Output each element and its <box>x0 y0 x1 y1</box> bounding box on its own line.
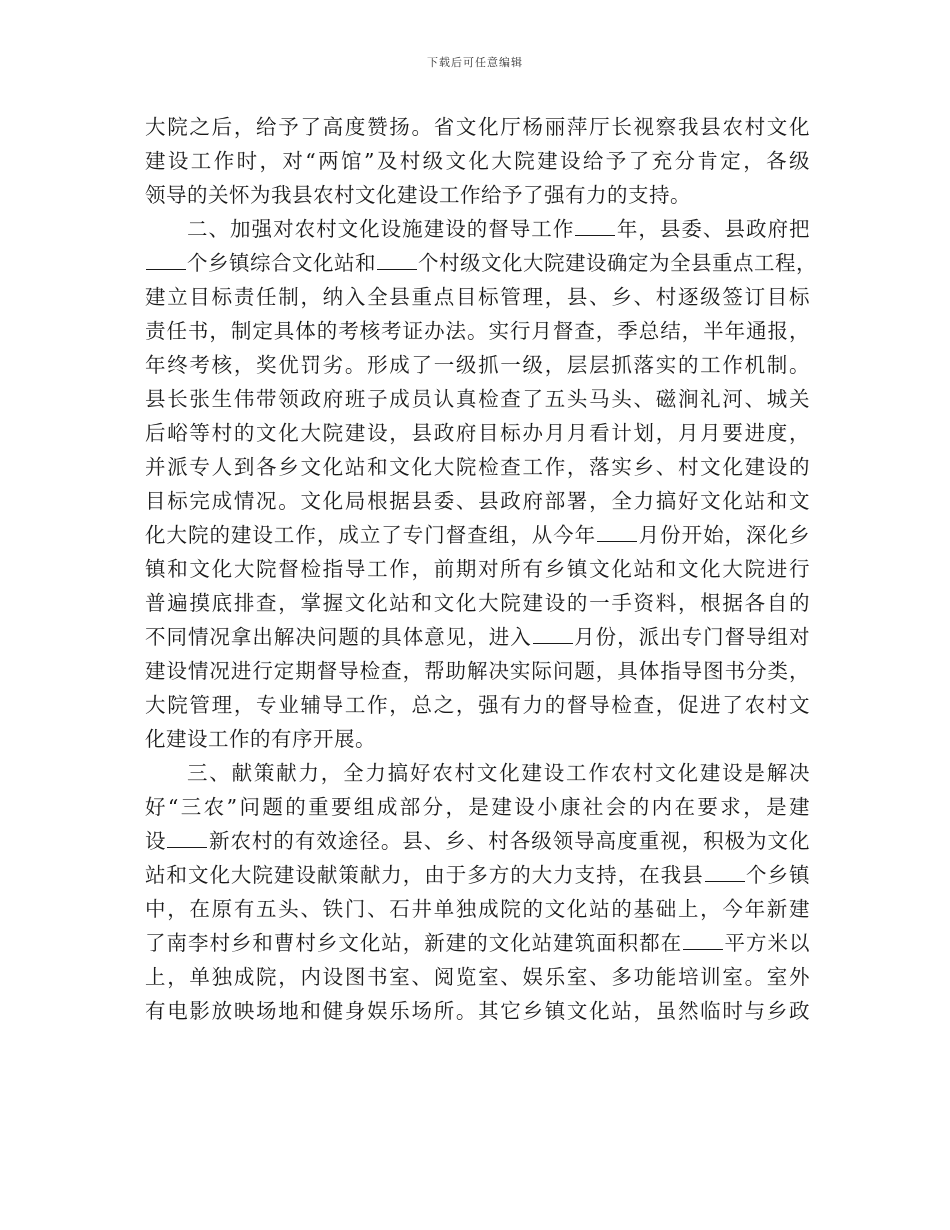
text-line: 目标完成情况。文化局根据县委、县政府部署，全力搞好文化站和文 <box>145 489 810 513</box>
paragraph-p-section-2 <box>145 212 817 756</box>
paragraph-p-continued <box>145 110 810 212</box>
text-line: 有电影放映场地和健身娱乐场所。其它乡镇文化站，虽然临时与乡政 <box>145 999 810 1023</box>
text-line: 县长张生伟带领政府班子成员认真检查了五头马头、磁涧礼河、城关 <box>145 387 810 411</box>
fill-in-blank <box>377 247 417 270</box>
text-line: 并派专人到各乡文化站和文化大院检查工作，落实乡、村文化建设的 <box>145 455 810 479</box>
fill-in-blank <box>705 859 745 882</box>
text-line: 了南李村乡和曹村乡文化站，新建的文化站建筑面积都在 平方米以 <box>145 926 810 960</box>
text-line: 领导的关怀为我县农村文化建设工作给予了强有力的支持。 <box>145 183 691 207</box>
text-line: 大院管理，专业辅导工作，总之，强有力的督导检查，促进了农村文 <box>145 693 810 717</box>
text-line: 二、加强对农村文化设施建设的督导工作 年，县委、县政府把 <box>145 212 810 246</box>
page-header: 下载后可任意编辑 <box>427 56 523 69</box>
paragraph-p-section-3 <box>145 756 810 1028</box>
fill-in-blank <box>533 621 573 644</box>
text-line: 后峪等村的文化大院建设，县政府目标办月月看计划，月月要进度， <box>145 421 810 445</box>
text-line: 站和文化大院建设献策献力，由于多方的大力支持，在我县 个乡镇 <box>145 858 810 892</box>
text-line: 镇和文化大院督检指导工作，前期对所有乡镇文化站和文化大院进行 <box>145 557 810 581</box>
document-body <box>145 110 817 1028</box>
fill-in-blank <box>597 519 637 542</box>
fill-in-blank <box>575 213 615 236</box>
text-line: 设 新农村的有效途径。县、乡、村各级领导高度重视，积极为文化 <box>145 824 810 858</box>
text-line: 化建设工作的有序开展。 <box>145 727 376 751</box>
fill-in-blank <box>167 825 207 848</box>
text-line: 上，单独成院，内设图书室、阅览室、娱乐室、多功能培训室。室外 <box>145 965 810 989</box>
text-line: 责任书，制定具体的考核考证办法。实行月督查，季总结，半年通报， <box>145 319 810 343</box>
text-line: 建设工作时，对“两馆”及村级文化大院建设给予了充分肯定，各级 <box>145 149 810 173</box>
text-line: 普遍摸底排查，掌握文化站和文化大院建设的一手资料，根据各自的 <box>145 591 810 615</box>
fill-in-blank <box>683 927 723 950</box>
fill-in-blank <box>146 247 186 270</box>
text-line: 三、献策献力，全力搞好农村文化建设工作农村文化建设是解决 <box>187 761 810 785</box>
text-line: 化大院的建设工作，成立了专门督查组，从今年 月份开始，深化乡 <box>145 518 810 552</box>
text-line: 中，在原有五头、铁门、石井单独成院的文化站的基础上，今年新建 <box>145 897 810 921</box>
text-line: 个乡镇综合文化站和 个村级文化大院建设确定为全县重点工程， <box>145 246 810 280</box>
text-line: 建立目标责任制，纳入全县重点目标管理，县、乡、村逐级签订目标 <box>145 285 810 309</box>
text-line: 不同情况拿出解决问题的具体意见，进入 月份，派出专门督导组对 <box>145 620 810 654</box>
text-line: 年终考核，奖优罚劣。形成了一级抓一级，层层抓落实的工作机制。 <box>145 353 810 377</box>
text-line: 好“三农”问题的重要组成部分，是建设小康社会的内在要求，是建 <box>145 795 810 819</box>
text-line: 建设情况进行定期督导检查，帮助解决实际问题，具体指导图书分类， <box>145 659 810 683</box>
text-line: 大院之后，给予了高度赞扬。省文化厅杨丽萍厅长视察我县农村文化 <box>145 115 810 139</box>
